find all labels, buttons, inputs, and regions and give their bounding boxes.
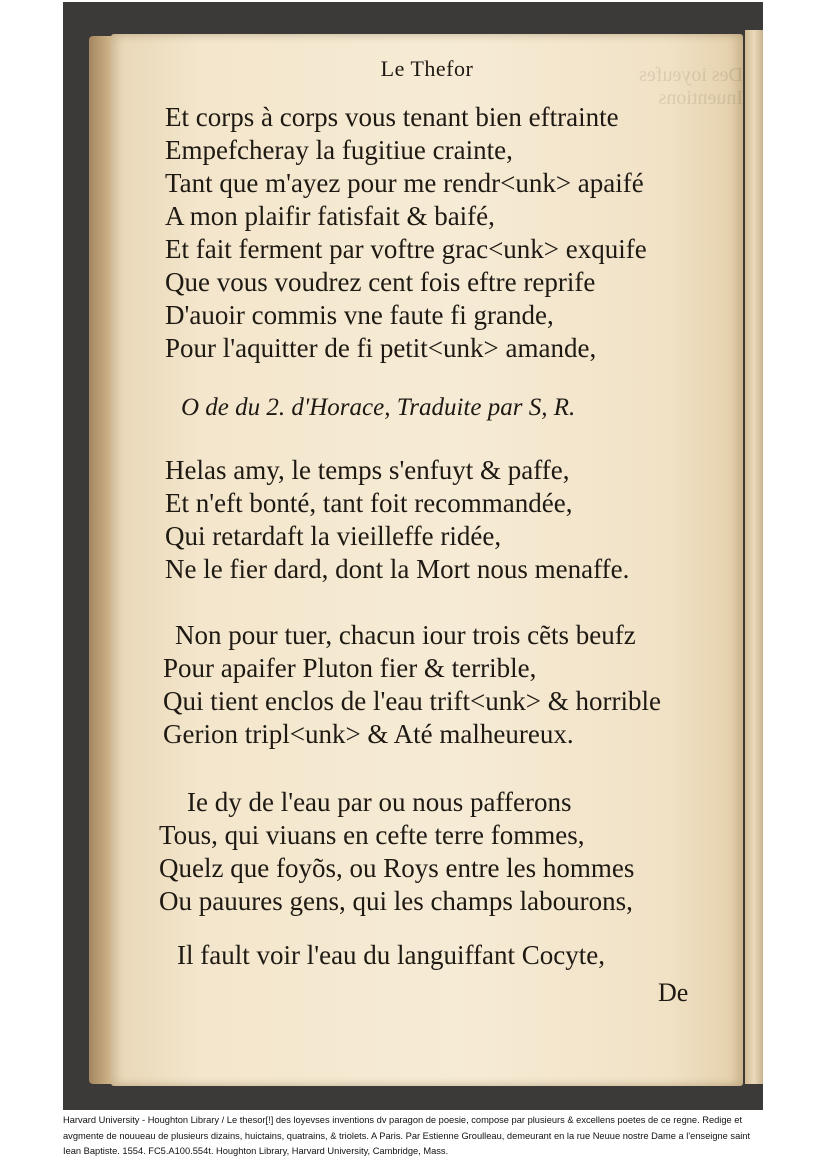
verse-line: Non pour tuer, chacun iour trois cẽts beufz: [175, 620, 636, 650]
facing-page-edge: [745, 30, 763, 1084]
verse-line: Qui retardaft la vieilleffe ridée,: [165, 521, 502, 551]
stanza-5: [177, 939, 605, 972]
catchword: De: [658, 978, 689, 1007]
verse-line: Ou pauures gens, qui les champs labourons,: [159, 886, 633, 916]
verse-line: D'auoir commis vne faute fi grande,: [165, 300, 554, 330]
book-scan: [63, 2, 763, 1110]
verse-line: Et corps à corps vous tenant bien eftrainte: [165, 102, 619, 132]
stanza-4: [159, 786, 635, 918]
verse-line: Helas amy, le temps s'enfuyt & paffe,: [165, 455, 570, 485]
ode-title: O de du 2. d'Horace, Traduite par S, R.: [181, 394, 576, 421]
book-page: [111, 34, 743, 1086]
verse-line: Empefcheray la fugitiue crainte,: [165, 135, 513, 165]
running-head: Le Thefor: [380, 56, 474, 81]
verse-line: Il fault voir l'eau du languiffant Cocyte,: [177, 940, 605, 970]
verse-line: Pour apaifer Pluton fier & terrible,: [163, 653, 537, 683]
verse-line: Pour l'aquitter de fi petit<unk> amande,: [165, 333, 597, 363]
stanza-3: [163, 619, 661, 751]
bleed-through-text: Des ioyeufes Inuentions: [639, 64, 743, 109]
verse-line: Et n'eft bonté, tant foit recommandée,: [165, 488, 573, 518]
verse-line: Que vous voudrez cent fois eftre reprife: [165, 267, 596, 297]
source-caption: Harvard University - Houghton Library / Le thesor[!] des loyevses inventions dv paragon de poesie, compose par plusieurs & excellens poetes de ce regne. Redige et avgmente de nouueau de plusieurs dizains, huictains, quatrains, & triolets. A Paris. Par Estienne Groulleau, demeurant en la rue Neuue nostre Dame a l'enseigne saint Iean Baptiste. 1554. FC5.A100.554t. Houghton Library, Harvard University, Cambridge, Mass.: [63, 1115, 751, 1156]
verse-line: Et fait ferment par voftre grac<unk> exquife: [165, 234, 647, 264]
verse-line: Gerion tripl<unk> & Até malheureux.: [163, 719, 574, 749]
verse-line: Ne le fier dard, dont la Mort nous menaffe.: [165, 554, 630, 584]
stanza-1: [165, 101, 647, 365]
verse-line: Tous, qui viuans en cefte terre fommes,: [159, 820, 585, 850]
verse-line: Tant que m'ayez pour me rendr<unk> apaifé: [165, 168, 644, 198]
verse-line: Ie dy de l'eau par ou nous pafferons: [187, 787, 572, 817]
verse-line: Qui tient enclos de l'eau trift<unk> & horrible: [163, 686, 661, 716]
verse-line: Quelz que foyõs, ou Roys entre les hommes: [159, 853, 635, 883]
stanza-2: [165, 454, 629, 586]
verse-line: A mon plaifir fatisfait & baifé,: [165, 201, 495, 231]
